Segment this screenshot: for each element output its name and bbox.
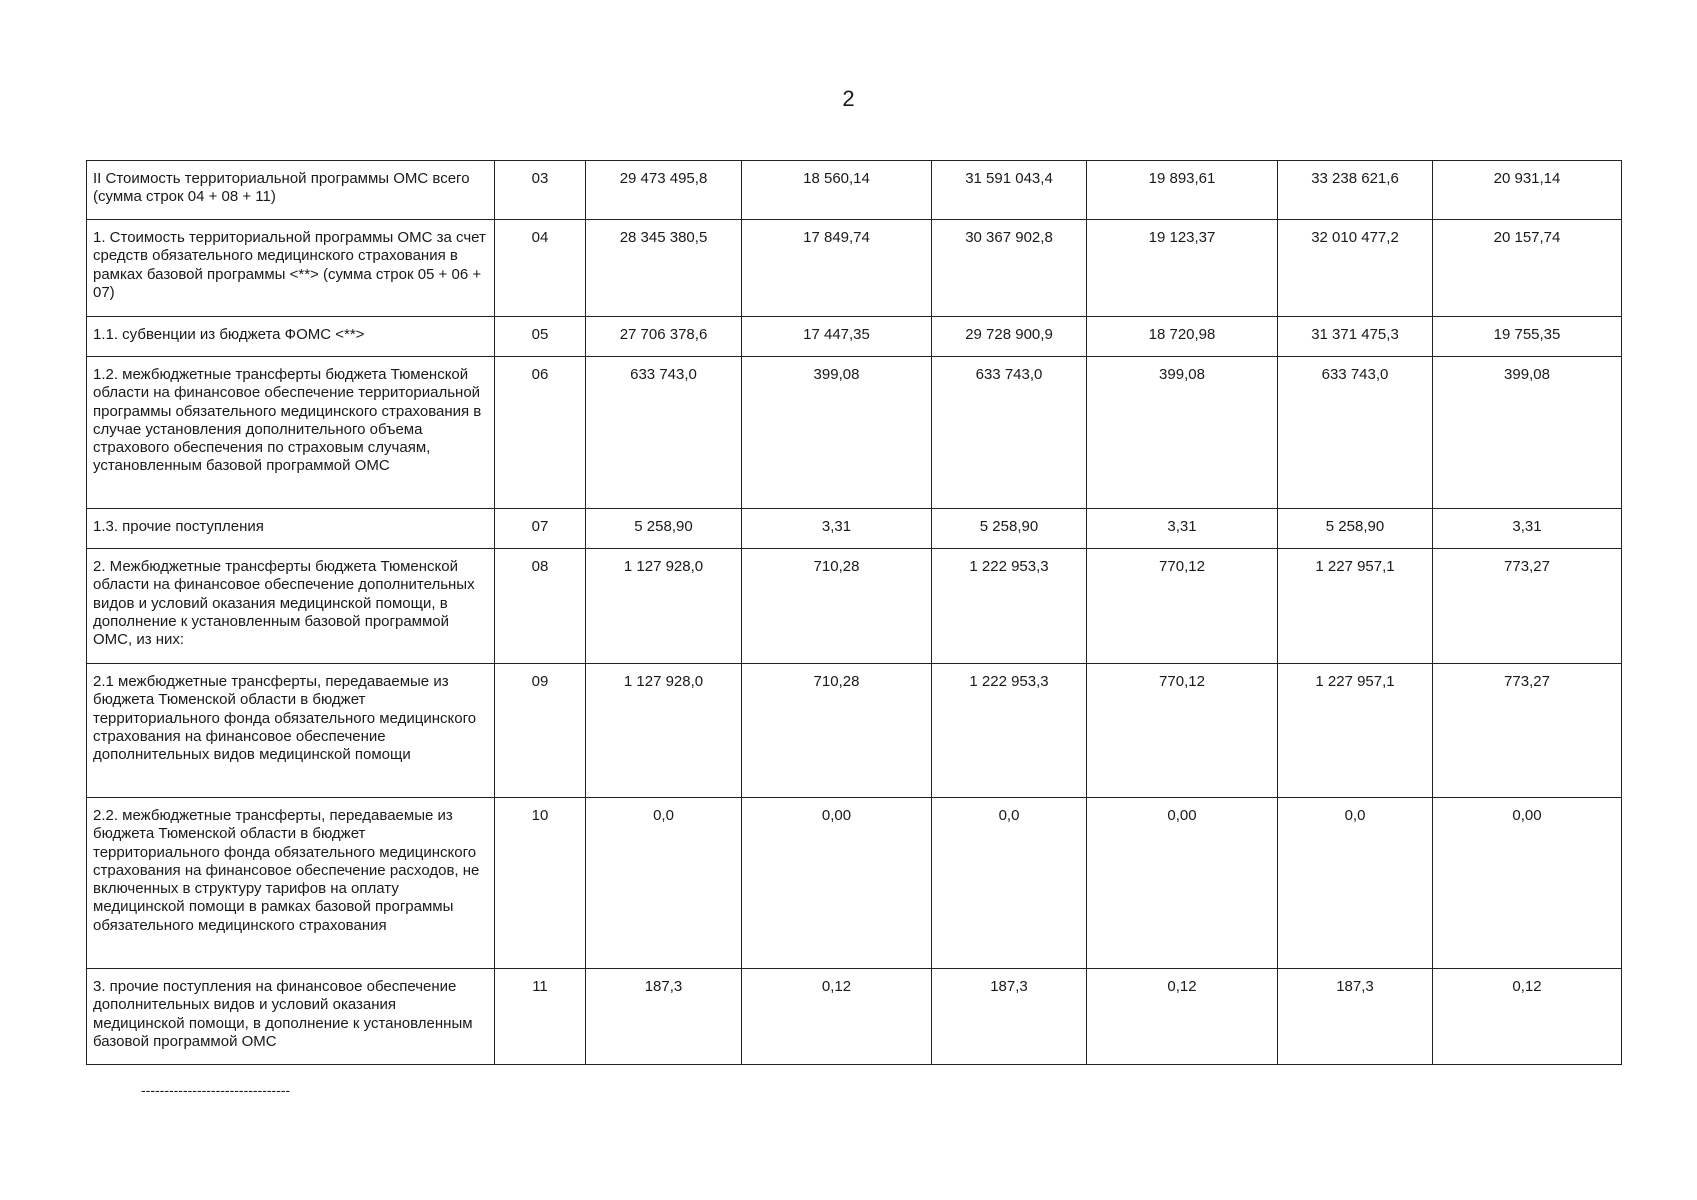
value-cell: 399,08 xyxy=(1433,357,1622,509)
value-cell: 0,00 xyxy=(1087,798,1278,969)
footnote-separator: -------------------------------- xyxy=(141,1082,291,1098)
value-cell: 5 258,90 xyxy=(932,509,1087,549)
value-cell: 0,12 xyxy=(1433,969,1622,1065)
value-cell: 0,0 xyxy=(1278,798,1433,969)
value-cell: 710,28 xyxy=(742,664,932,798)
value-cell: 30 367 902,8 xyxy=(932,220,1087,317)
value-cell: 33 238 621,6 xyxy=(1278,161,1433,220)
row-description: 1.1. субвенции из бюджета ФОМС <**> xyxy=(87,317,495,357)
row-description: 2.2. межбюджетные трансферты, передаваемые из бюджета Тюменской области в бюджет территориального фонда обязательного медицинского страхования на финансовое обеспечение расходов, не включенных в структуру тарифов на оплату медицинской помощи в рамках базовой программы обязательного медицинского страхования xyxy=(87,798,495,969)
value-cell: 5 258,90 xyxy=(1278,509,1433,549)
table-row xyxy=(87,509,1622,549)
value-cell: 1 127 928,0 xyxy=(586,549,742,664)
row-description: 2.1 межбюджетные трансферты, передаваемые из бюджета Тюменской области в бюджет территориального фонда обязательного медицинского страхования на финансовое обеспечение дополнительных видов медицинской помощи xyxy=(87,664,495,798)
value-cell: 3,31 xyxy=(1087,509,1278,549)
row-code: 10 xyxy=(495,798,586,969)
row-code: 07 xyxy=(495,509,586,549)
value-cell: 633 743,0 xyxy=(932,357,1087,509)
value-cell: 20 157,74 xyxy=(1433,220,1622,317)
value-cell: 633 743,0 xyxy=(1278,357,1433,509)
value-cell: 31 371 475,3 xyxy=(1278,317,1433,357)
value-cell: 770,12 xyxy=(1087,664,1278,798)
value-cell: 770,12 xyxy=(1087,549,1278,664)
row-code: 11 xyxy=(495,969,586,1065)
value-cell: 1 127 928,0 xyxy=(586,664,742,798)
value-cell: 187,3 xyxy=(932,969,1087,1065)
row-description: 1. Стоимость территориальной программы ОМС за счет средств обязательного медицинского страхования в рамках базовой программы <**> (сумма строк 05 + 06 + 07) xyxy=(87,220,495,317)
value-cell: 31 591 043,4 xyxy=(932,161,1087,220)
row-code: 03 xyxy=(495,161,586,220)
table-row xyxy=(87,317,1622,357)
value-cell: 0,0 xyxy=(932,798,1087,969)
value-cell: 0,12 xyxy=(1087,969,1278,1065)
value-cell: 28 345 380,5 xyxy=(586,220,742,317)
row-description: 1.3. прочие поступления xyxy=(87,509,495,549)
value-cell: 187,3 xyxy=(586,969,742,1065)
value-cell: 773,27 xyxy=(1433,549,1622,664)
page-number: 2 xyxy=(842,86,855,111)
value-cell: 187,3 xyxy=(1278,969,1433,1065)
value-cell: 19 755,35 xyxy=(1433,317,1622,357)
value-cell: 0,0 xyxy=(586,798,742,969)
value-cell: 399,08 xyxy=(1087,357,1278,509)
value-cell: 19 893,61 xyxy=(1087,161,1278,220)
table-row xyxy=(87,220,1622,317)
table-row xyxy=(87,798,1622,969)
value-cell: 17 849,74 xyxy=(742,220,932,317)
value-cell: 399,08 xyxy=(742,357,932,509)
value-cell: 3,31 xyxy=(742,509,932,549)
row-code: 08 xyxy=(495,549,586,664)
table-row xyxy=(87,161,1622,220)
value-cell: 29 473 495,8 xyxy=(586,161,742,220)
value-cell: 710,28 xyxy=(742,549,932,664)
row-description: 2. Межбюджетные трансферты бюджета Тюменской области на финансовое обеспечение дополнительных видов и условий оказания медицинской помощи, в дополнение к установленным базовой программой ОМС, из них: xyxy=(87,549,495,664)
value-cell: 1 227 957,1 xyxy=(1278,549,1433,664)
row-description: II Стоимость территориальной программы ОМС всего (сумма строк 04 + 08 + 11) xyxy=(87,161,495,220)
table-row xyxy=(87,969,1622,1065)
table-row xyxy=(87,549,1622,664)
value-cell: 0,00 xyxy=(1433,798,1622,969)
value-cell: 1 222 953,3 xyxy=(932,664,1087,798)
value-cell: 18 560,14 xyxy=(742,161,932,220)
value-cell: 1 227 957,1 xyxy=(1278,664,1433,798)
value-cell: 3,31 xyxy=(1433,509,1622,549)
row-description: 3. прочие поступления на финансовое обеспечение дополнительных видов и условий оказания медицинской помощи, в дополнение к установленным базовой программой ОМС xyxy=(87,969,495,1065)
value-cell: 17 447,35 xyxy=(742,317,932,357)
row-code: 09 xyxy=(495,664,586,798)
row-code: 06 xyxy=(495,357,586,509)
value-cell: 29 728 900,9 xyxy=(932,317,1087,357)
value-cell: 633 743,0 xyxy=(586,357,742,509)
table-row xyxy=(87,664,1622,798)
financing-table xyxy=(86,160,1622,1065)
row-code: 05 xyxy=(495,317,586,357)
value-cell: 20 931,14 xyxy=(1433,161,1622,220)
value-cell: 0,12 xyxy=(742,969,932,1065)
value-cell: 773,27 xyxy=(1433,664,1622,798)
value-cell: 32 010 477,2 xyxy=(1278,220,1433,317)
value-cell: 1 222 953,3 xyxy=(932,549,1087,664)
value-cell: 18 720,98 xyxy=(1087,317,1278,357)
value-cell: 19 123,37 xyxy=(1087,220,1278,317)
row-code: 04 xyxy=(495,220,586,317)
value-cell: 5 258,90 xyxy=(586,509,742,549)
value-cell: 27 706 378,6 xyxy=(586,317,742,357)
value-cell: 0,00 xyxy=(742,798,932,969)
row-description: 1.2. межбюджетные трансферты бюджета Тюменской области на финансовое обеспечение территориальной программы обязательного медицинского страхования в случае установления дополнительного объема страхового обеспечения по страховым случаям, установленным базовой программой ОМС xyxy=(87,357,495,509)
table-row xyxy=(87,357,1622,509)
